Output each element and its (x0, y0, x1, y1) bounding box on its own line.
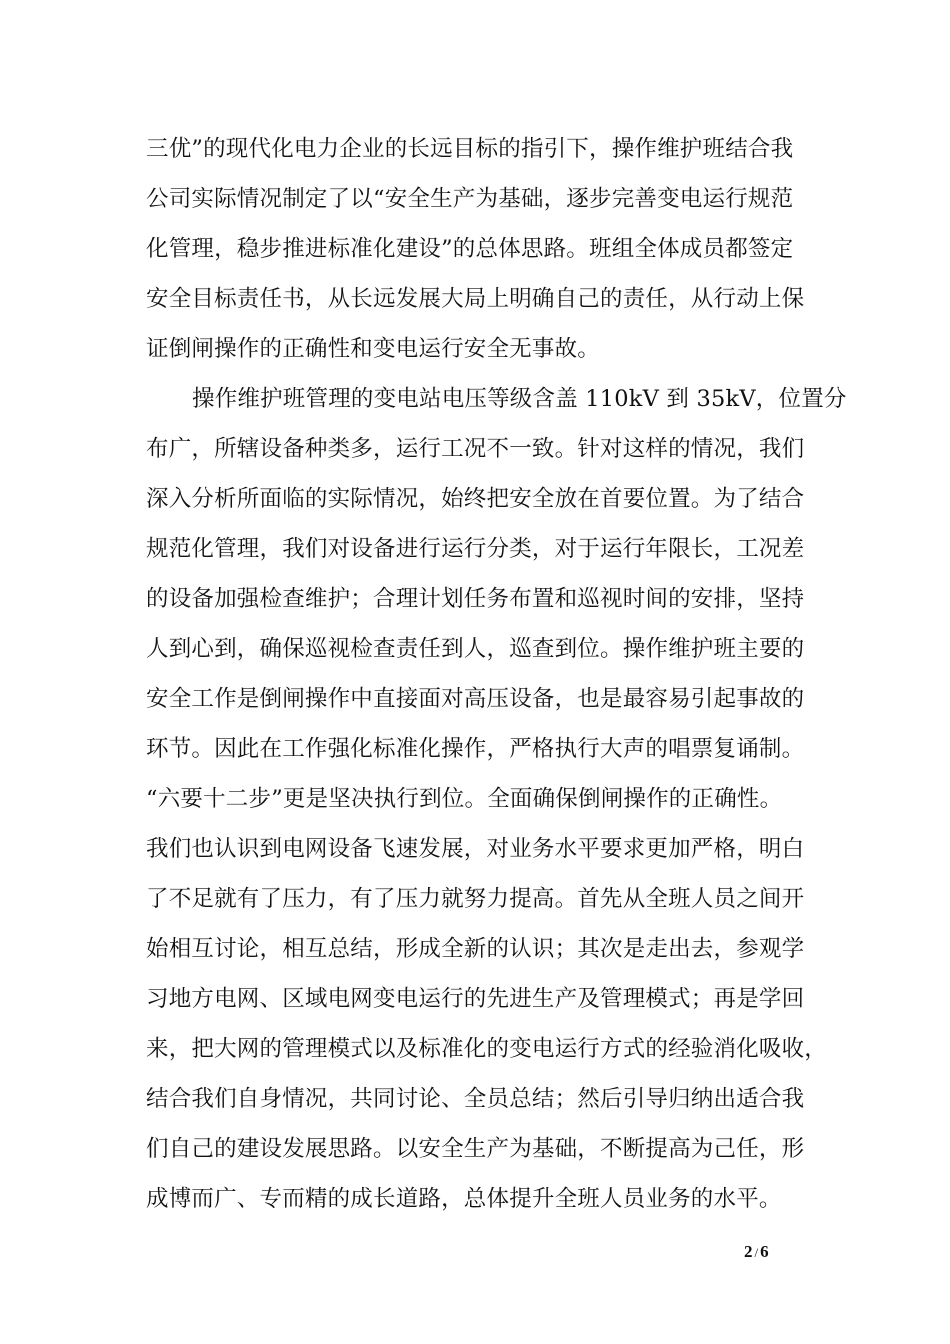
text-line: 始相互讨论，相互总结，形成全新的认识；其次是走出去，参观学 (146, 936, 805, 962)
text-line: 深入分析所面临的实际情况，始终把安全放在首要位置。为了结合 (146, 486, 805, 512)
text-line: 结合我们自身情况，共同讨论、全员总结；然后引导归纳出适合我 (146, 1086, 805, 1112)
page-total: 6 (760, 1242, 769, 1261)
text-line: 安全目标责任书，从长远发展大局上明确自己的责任，从行动上保 (146, 286, 805, 312)
page-current: 2 (744, 1242, 753, 1261)
text-line: 证倒闸操作的正确性和变电运行安全无事故。 (146, 336, 601, 362)
page-number (744, 1241, 769, 1264)
text-line: 的设备加强检查维护；合理计划任务布置和巡视时间的安排，坚持 (146, 586, 805, 612)
text-line: 了不足就有了压力，有了压力就努力提高。首先从全班人员之间开 (146, 886, 805, 912)
text-line: 布广，所辖设备种类多，运行工况不一致。针对这样的情况，我们 (146, 436, 805, 462)
text-line: 们自己的建设发展思路。以安全生产为基础，不断提高为己任，形 (146, 1136, 805, 1162)
text-line: 安全工作是倒闸操作中直接面对高压设备，也是最容易引起事故的 (146, 686, 805, 712)
text-line: 环节。因此在工作强化标准化操作，严格执行大声的唱票复诵制。 (146, 736, 805, 762)
text-line: 公司实际情况制定了以“安全生产为基础，逐步完善变电运行规范 (146, 186, 794, 212)
page-separator: / (754, 1245, 759, 1260)
text-line: 规范化管理，我们对设备进行运行分类，对于运行年限长，工况差 (146, 536, 805, 562)
text-line: 成博而广、专而精的成长道路，总体提升全班人员业务的水平。 (146, 1186, 782, 1212)
text-line: 三优”的现代化电力企业的长远目标的指引下，操作维护班结合我 (146, 136, 794, 162)
text-line: 化管理，稳步推进标准化建设”的总体思路。班组全体成员都签定 (146, 236, 794, 262)
text-line: 人到心到，确保巡视检查责任到人，巡查到位。操作维护班主要的 (146, 636, 805, 662)
text-line: 来，把大网的管理模式以及标准化的变电运行方式的经验消化吸收， (146, 1036, 828, 1062)
text-line: 习地方电网、区域电网变电运行的先进生产及管理模式；再是学回 (146, 986, 805, 1012)
text-line: “六要十二步”更是坚决执行到位。全面确保倒闸操作的正确性。 (146, 786, 783, 812)
text-line: 我们也认识到电网设备飞速发展，对业务水平要求更加严格，明白 (146, 836, 805, 862)
text-line: 操作维护班管理的变电站电压等级含盖 110kV 到 35kV，位置分 (192, 386, 847, 412)
